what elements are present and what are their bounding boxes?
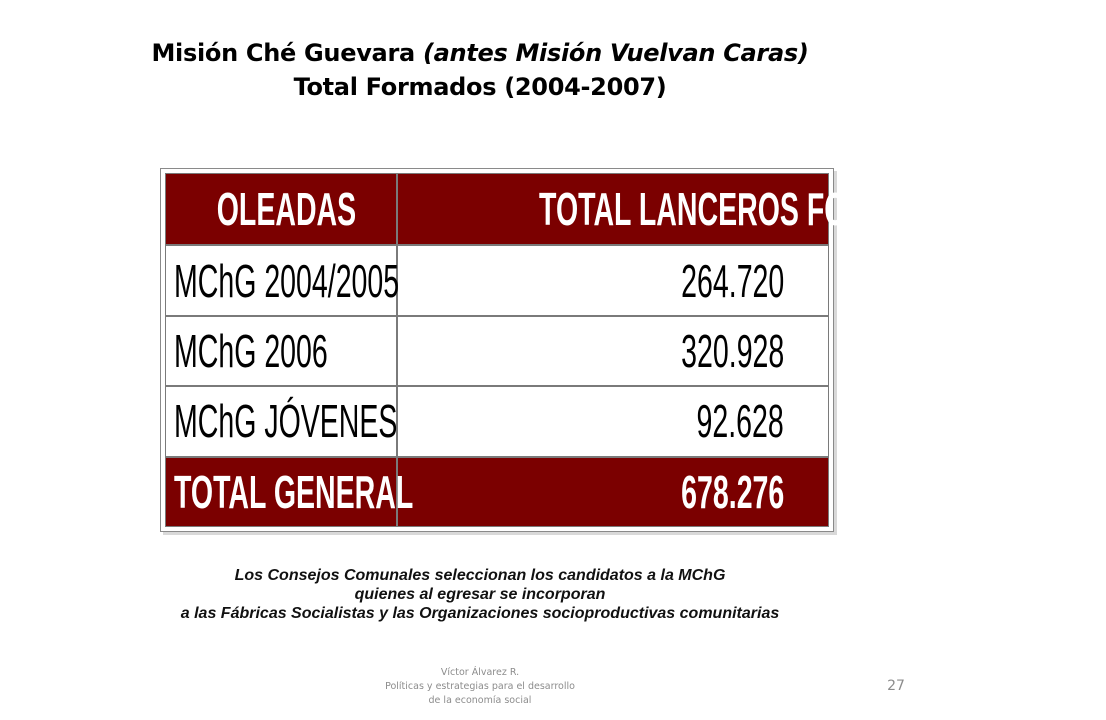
note-line-3: a las Fábricas Socialistas y las Organizaciones socioproductivas comunitarias bbox=[180, 605, 780, 622]
row-value: 320.928 bbox=[397, 316, 829, 386]
table-row bbox=[165, 245, 829, 315]
footer-line-3: de la economía social bbox=[428, 695, 532, 706]
title-line-2: Total Formados (2004-2007) bbox=[293, 73, 667, 101]
note-line-2: quienes al egresar se incorporan bbox=[354, 586, 606, 603]
header-oleadas: OLEADAS bbox=[165, 173, 397, 245]
note-line-1: Los Consejos Comunales seleccionan los candidatos a la MChG bbox=[234, 567, 726, 584]
title-main: Misión Ché Guevara bbox=[151, 39, 423, 67]
row-label: MChG 2006 bbox=[165, 316, 397, 386]
row-value: 264.720 bbox=[397, 245, 829, 315]
footer-author: Víctor Álvarez R. bbox=[440, 667, 520, 678]
lanceros-table bbox=[165, 173, 974, 527]
row-label: MChG 2004/2005 bbox=[165, 245, 397, 315]
header-total-lanceros: TOTAL LANCEROS FORMADOS bbox=[397, 173, 829, 245]
lanceros-table-frame bbox=[160, 168, 974, 532]
table-total-row bbox=[165, 457, 829, 527]
title-line-1 bbox=[0, 36, 960, 70]
table-row bbox=[165, 386, 829, 456]
footer-line-2: Políticas y estrategias para el desarrollo bbox=[385, 681, 575, 692]
page-number: 27 bbox=[887, 678, 905, 694]
row-label: MChG JÓVENES bbox=[165, 386, 397, 456]
title-italic: (antes Misión Vuelvan Caras) bbox=[422, 39, 809, 67]
footer bbox=[360, 666, 600, 708]
table-header-row bbox=[165, 173, 829, 245]
table-row bbox=[165, 316, 829, 386]
total-label: TOTAL GENERAL bbox=[165, 457, 397, 527]
slide-title bbox=[0, 36, 960, 104]
note-text bbox=[0, 566, 960, 623]
row-value: 92.628 bbox=[397, 386, 829, 456]
total-value: 678.276 bbox=[397, 457, 829, 527]
